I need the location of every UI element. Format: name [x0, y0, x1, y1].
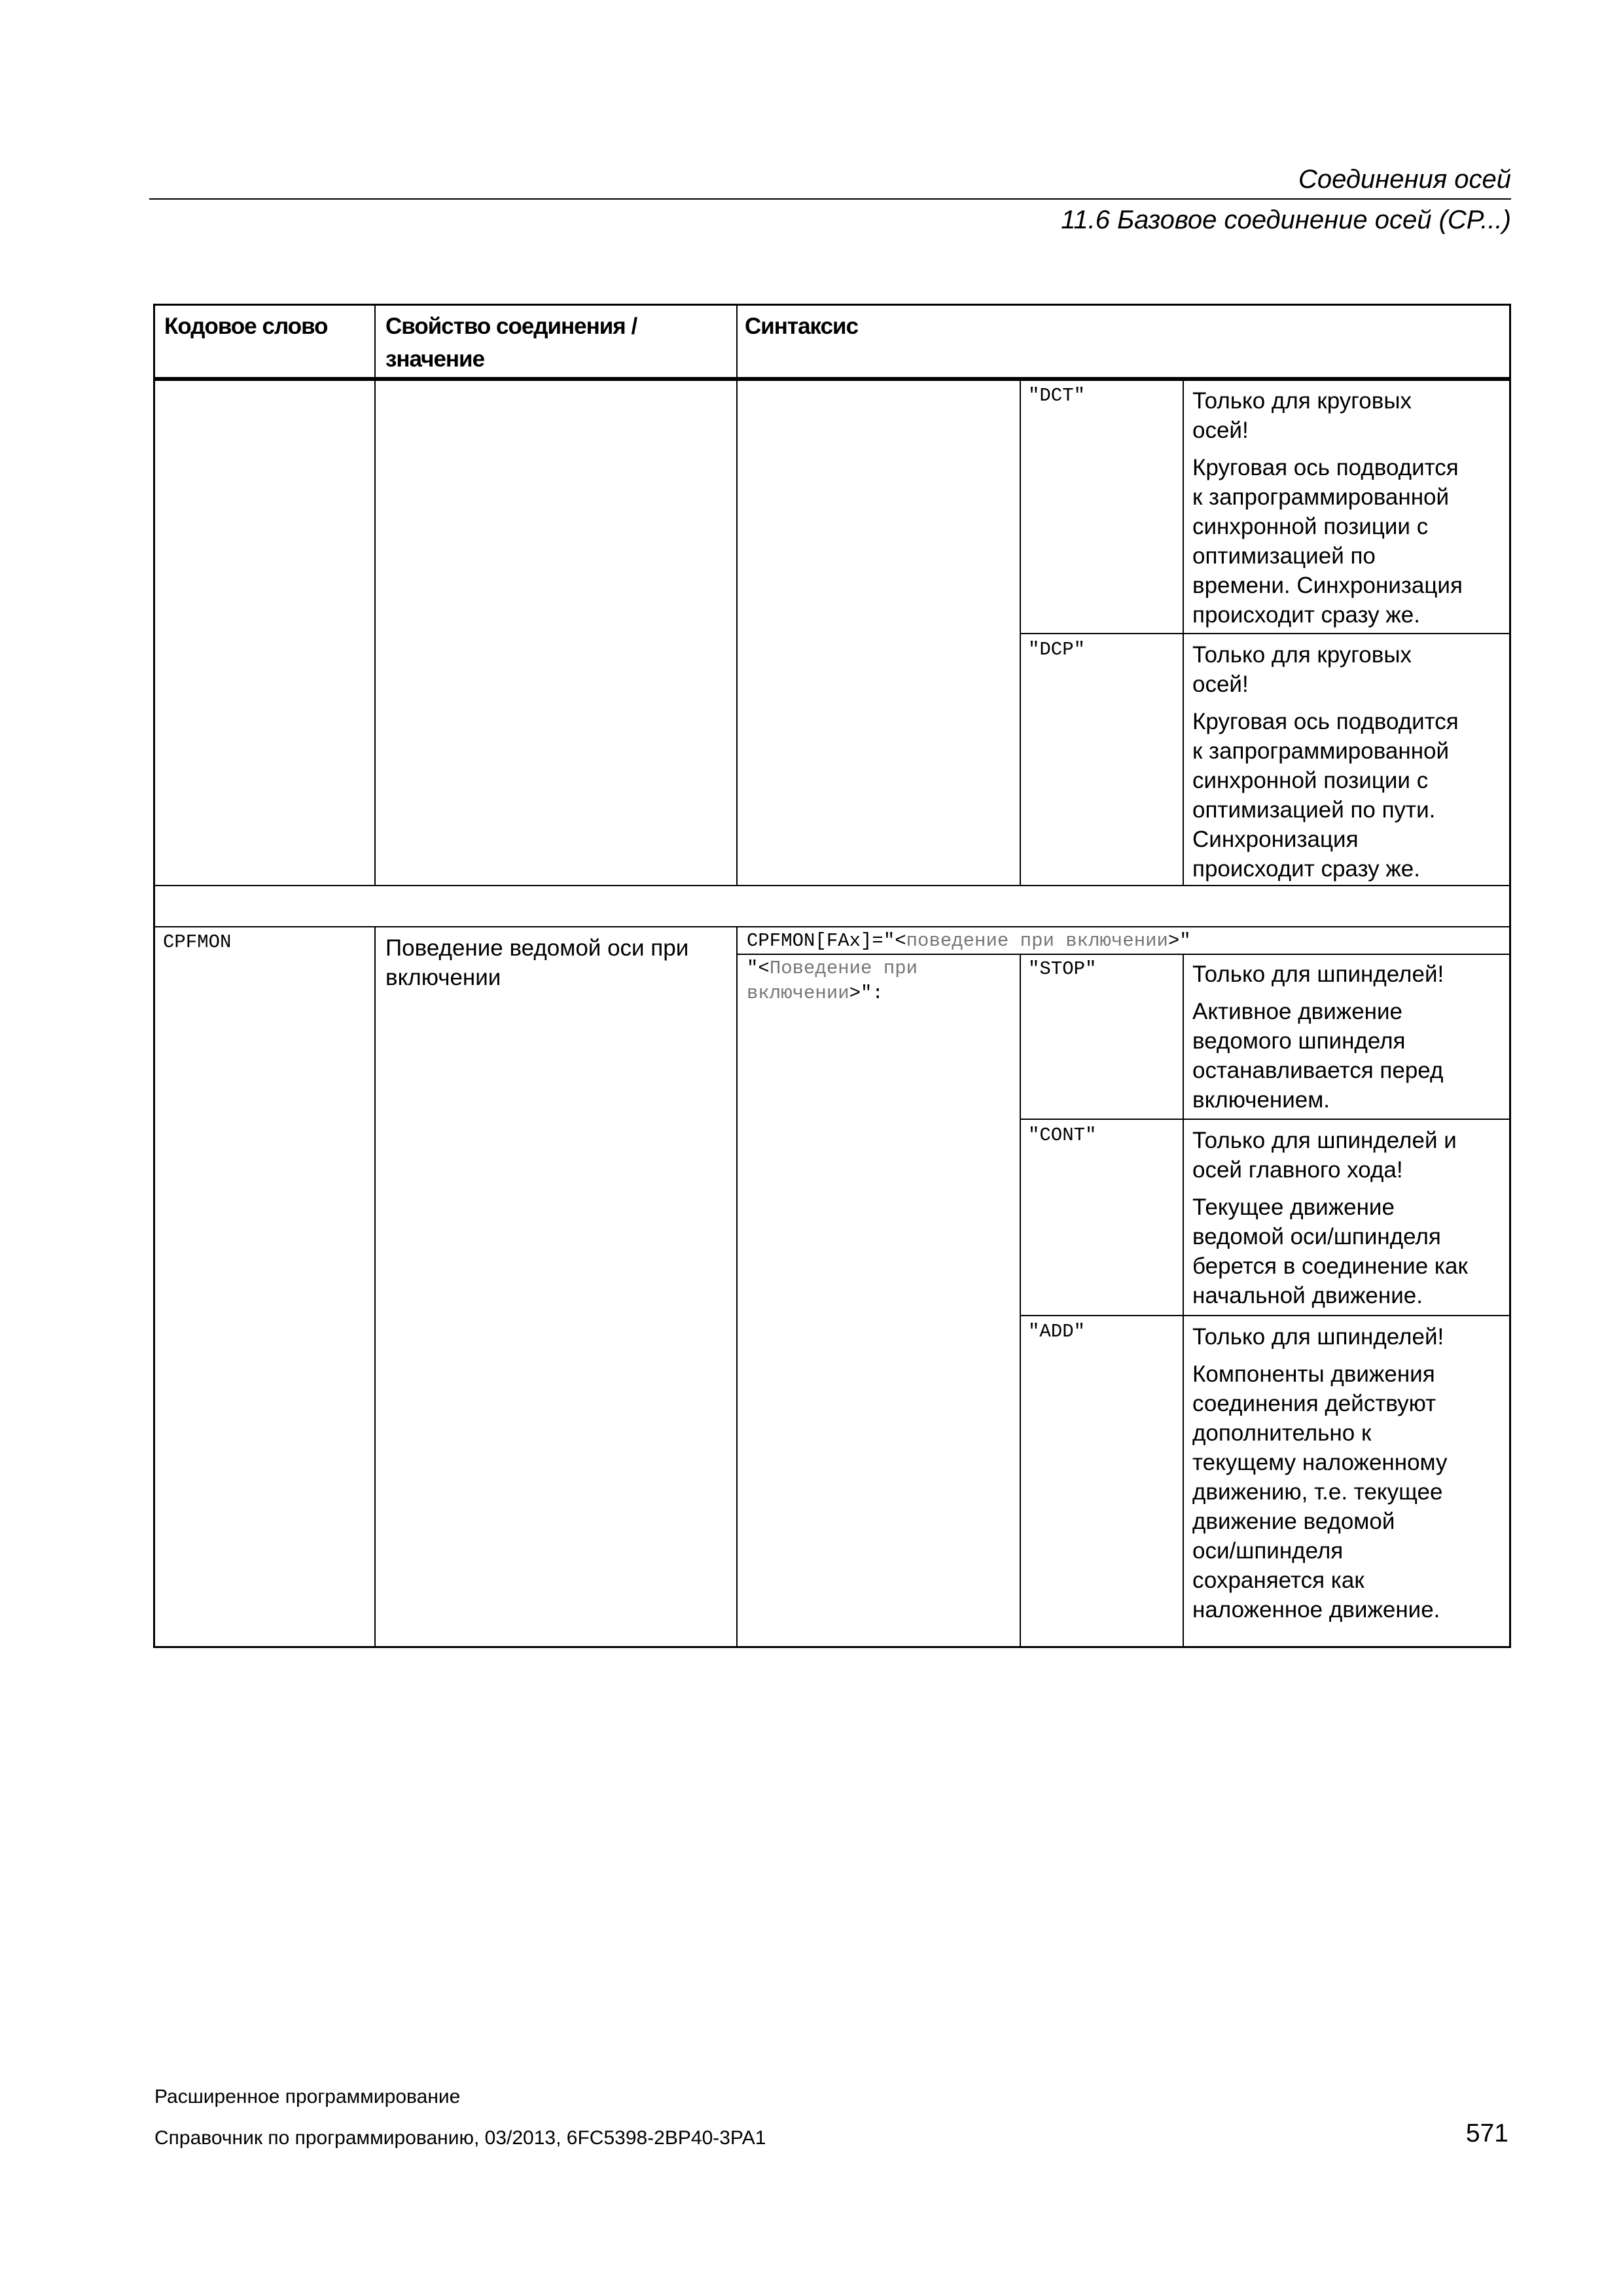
param-close: >":	[849, 982, 883, 1004]
header-property-line2: значение	[385, 346, 485, 372]
col-sep-2	[736, 304, 738, 885]
desc-text: Только для шпинделей!	[1192, 1324, 1444, 1350]
desc-text: соединения действуют	[1192, 1391, 1436, 1416]
col-sep-1b	[374, 926, 376, 1648]
param-name-cont: включении	[747, 982, 849, 1004]
footer-book-title: Расширенное программирование	[154, 2086, 461, 2108]
desc-text: оси/шпинделя	[1192, 1538, 1344, 1564]
desc-text: синхронной позиции с	[1192, 768, 1429, 793]
desc-text: движение ведомой	[1192, 1509, 1395, 1534]
desc-text: к запрограммированной	[1192, 738, 1450, 764]
desc-text: ведомого шпинделя	[1192, 1028, 1406, 1054]
syntax-suffix: >"	[1168, 930, 1191, 952]
property-text: Поведение ведомой оси при	[385, 935, 689, 961]
value-dct: "DCT"	[1028, 385, 1086, 406]
page-number: 571	[1465, 2119, 1508, 2147]
desc-text: начальной движение.	[1192, 1283, 1423, 1308]
desc-text: Активное движение	[1192, 999, 1402, 1024]
table-border-bottom	[153, 1646, 1511, 1648]
desc-text: к запрограммированной	[1192, 484, 1450, 510]
header-syntax: Синтаксис	[745, 314, 859, 339]
table-border-top	[153, 304, 1511, 306]
syntax-param: поведение при включении	[906, 930, 1168, 952]
desc-text: Только для шпинделей!	[1192, 961, 1444, 987]
desc-text: Синхронизация	[1192, 827, 1359, 852]
syntax-prefix: CPFMON[FAx]="<	[747, 930, 906, 952]
col-sep-4b	[1183, 954, 1184, 1648]
desc-text: останавливается перед	[1192, 1058, 1444, 1083]
desc-text: Круговая ось подводится	[1192, 709, 1459, 734]
header-rule	[149, 198, 1511, 200]
desc-text: происходит сразу же.	[1192, 602, 1420, 628]
desc-text: ведомой оси/шпинделя	[1192, 1224, 1441, 1249]
table-border-right	[1509, 304, 1511, 1648]
chapter-title: Соединения осей	[1298, 165, 1511, 194]
section-title: 11.6 Базовое соединение осей (CP...)	[1061, 206, 1511, 234]
row-sep-cont-add	[1020, 1315, 1511, 1316]
desc-text: берется в соединение как	[1192, 1253, 1468, 1279]
keyword-cpfmon: CPFMON	[163, 931, 232, 953]
param-label-line1	[747, 956, 918, 981]
desc-text: происходит сразу же.	[1192, 856, 1420, 882]
desc-text: Только для шпинделей и	[1192, 1128, 1457, 1153]
value-add: "ADD"	[1028, 1321, 1086, 1342]
footer-manual-info: Справочник по программированию, 03/2013, 6FC5398-2BP40-3PA1	[154, 2127, 766, 2149]
header-property-line1: Свойство соединения /	[385, 314, 637, 339]
header-keyword: Кодовое слово	[164, 314, 328, 339]
desc-text: осей!	[1192, 672, 1249, 697]
header-rule-thick	[153, 377, 1511, 381]
desc-text: осей главного хода!	[1192, 1157, 1403, 1183]
syntax-table	[153, 304, 1511, 1648]
desc-text: движению, т.е. текущее	[1192, 1479, 1443, 1505]
col-sep-2b	[736, 926, 738, 1648]
col-sep-1	[374, 304, 376, 885]
value-stop: "STOP"	[1028, 958, 1097, 980]
spacer-row-bottom	[153, 926, 1511, 927]
desc-text: сохраняется как	[1192, 1568, 1364, 1593]
syntax-underline	[736, 954, 1511, 955]
desc-text: осей!	[1192, 418, 1249, 443]
param-name: Поведение при	[769, 958, 918, 979]
table-border-left	[153, 304, 155, 1648]
value-dcp: "DCP"	[1028, 639, 1086, 660]
desc-text: Круговая ось подводится	[1192, 455, 1459, 480]
desc-text: оптимизацией по пути.	[1192, 797, 1436, 823]
desc-text: дополнительно к	[1192, 1420, 1372, 1446]
row-sep-dct-dcp	[1020, 633, 1511, 634]
col-sep-3b	[1020, 954, 1021, 1648]
value-cont: "CONT"	[1028, 1124, 1097, 1146]
param-label-line2	[747, 981, 883, 1006]
desc-text: текущему наложенному	[1192, 1450, 1448, 1475]
desc-text: оптимизацией по	[1192, 543, 1376, 569]
desc-text: включением.	[1192, 1087, 1330, 1113]
desc-text: Компоненты движения	[1192, 1361, 1435, 1387]
syntax-line	[747, 929, 1191, 954]
param-open: "<	[747, 958, 770, 979]
desc-text: времени. Синхронизация	[1192, 573, 1463, 598]
desc-text: синхронной позиции с	[1192, 514, 1429, 539]
desc-text: Только для круговых	[1192, 388, 1412, 414]
property-text: включении	[385, 965, 501, 990]
desc-text: Текущее движение	[1192, 1194, 1395, 1220]
spacer-row-top	[153, 885, 1511, 886]
desc-text: наложенное движение.	[1192, 1597, 1440, 1623]
desc-text: Только для круговых	[1192, 642, 1412, 668]
row-sep-stop-cont	[1020, 1119, 1511, 1120]
